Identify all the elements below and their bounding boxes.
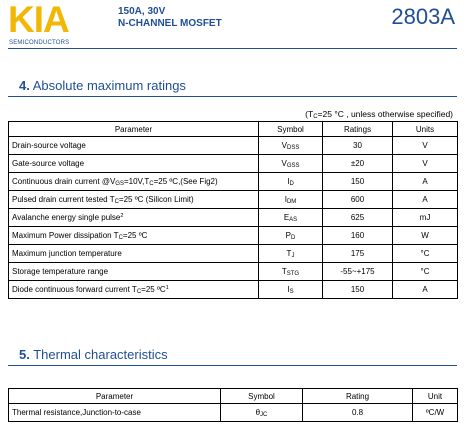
thermal-table-body <box>9 404 458 422</box>
unit-cell: A <box>393 173 458 191</box>
section-5-title <box>19 347 168 362</box>
table-row <box>9 227 458 245</box>
table-row <box>9 245 458 263</box>
param-cell: Gate-source voltage <box>9 155 259 173</box>
part-number: 2803A <box>391 4 455 29</box>
unit-cell: mJ <box>393 209 458 227</box>
rating-cell: 150 <box>323 281 393 299</box>
table-row <box>9 209 458 227</box>
absolute-max-ratings-table <box>8 121 458 299</box>
unit-cell: °C <box>393 263 458 281</box>
rating-cell: ±20 <box>323 155 393 173</box>
col-symbol-header: Symbol <box>259 122 323 137</box>
param-cell: Thermal resistance,Junction-to-case <box>9 404 221 422</box>
table-row <box>9 404 458 422</box>
unit-cell: V <box>393 155 458 173</box>
kia-logo: KIA <box>8 0 69 40</box>
symbol-cell: $V_{DSS}$ <box>259 137 323 155</box>
unit-cell: W <box>393 227 458 245</box>
logo-subtitle: SEMICONDUCTORS <box>9 40 70 46</box>
header-device-type: N-CHANNEL MOSFET <box>118 18 222 29</box>
rating-cell: 160 <box>323 227 393 245</box>
rating-cell: 30 <box>323 137 393 155</box>
table-row <box>9 281 458 299</box>
param-cell: Pulsed drain current tested $T_C=25$ ºC (Silicon Limit) <box>9 191 259 209</box>
rating-cell: 150 <box>323 173 393 191</box>
unit-cell: A <box>393 191 458 209</box>
unit-cell: ºC/W <box>413 404 458 422</box>
rating-cell: 0.8 <box>303 404 413 422</box>
header-divider <box>8 48 457 49</box>
symbol-cell: $V_{GSS}$ <box>259 155 323 173</box>
rating-cell: 600 <box>323 191 393 209</box>
symbol-cell: $I_S$ <box>259 281 323 299</box>
section-5-number: 5. <box>19 347 30 362</box>
col-symbol-header: Symbol <box>221 389 303 404</box>
table-header-row <box>9 122 458 137</box>
unit-cell: V <box>393 137 458 155</box>
table-row <box>9 137 458 155</box>
thermal-characteristics-table <box>8 388 458 422</box>
param-cell: Maximum Power dissipation $T_C=25$ ºC <box>9 227 259 245</box>
rating-cell: 625 <box>323 209 393 227</box>
test-conditions-note: ($T_C=25$ °C , unless otherwise specified) <box>305 109 453 120</box>
param-cell: Drain-source voltage <box>9 137 259 155</box>
param-cell: Avalanche energy single pulse$^2$ <box>9 209 259 227</box>
symbol-cell: $E_{AS}$ <box>259 209 323 227</box>
section-5-divider <box>8 365 457 366</box>
table-row <box>9 173 458 191</box>
rating-cell: -55~+175 <box>323 263 393 281</box>
header-rating: 150A, 30V <box>118 6 166 17</box>
unit-cell: A <box>393 281 458 299</box>
col-units-header: Units <box>393 122 458 137</box>
table-row <box>9 263 458 281</box>
symbol-cell: $I_{DM}$ <box>259 191 323 209</box>
param-cell: Continuous drain current $@V_{GS}=10V,T_C=25$ ºC,(See Fig2) <box>9 173 259 191</box>
ratings-table-body <box>9 137 458 299</box>
table-row <box>9 191 458 209</box>
col-parameter-header: Parameter <box>9 389 221 404</box>
section-4-number: 4. <box>19 78 30 93</box>
section-4-heading: Absolute maximum ratings <box>32 78 186 93</box>
section-4-divider <box>8 96 457 97</box>
col-ratings-header: Ratings <box>323 122 393 137</box>
param-cell: Storage temperature range <box>9 263 259 281</box>
col-unit-header: Unit <box>413 389 458 404</box>
symbol-cell: $I_D$ <box>259 173 323 191</box>
unit-cell: °C <box>393 245 458 263</box>
symbol-cell: $\theta_{JC}$ <box>221 404 303 422</box>
col-rating-header: Rating <box>303 389 413 404</box>
symbol-cell: $P_D$ <box>259 227 323 245</box>
rating-cell: 175 <box>323 245 393 263</box>
param-cell: Diode continuous forward current $T_C=25$ ºC$^1$ <box>9 281 259 299</box>
symbol-cell: $T_J$ <box>259 245 323 263</box>
symbol-cell: $T_{STG}$ <box>259 263 323 281</box>
section-4-title <box>19 78 186 93</box>
col-parameter-header: Parameter <box>9 122 259 137</box>
table-header-row <box>9 389 458 404</box>
table-row <box>9 155 458 173</box>
section-5-heading: Thermal characteristics <box>33 347 168 362</box>
param-cell: Maximum junction temperature <box>9 245 259 263</box>
